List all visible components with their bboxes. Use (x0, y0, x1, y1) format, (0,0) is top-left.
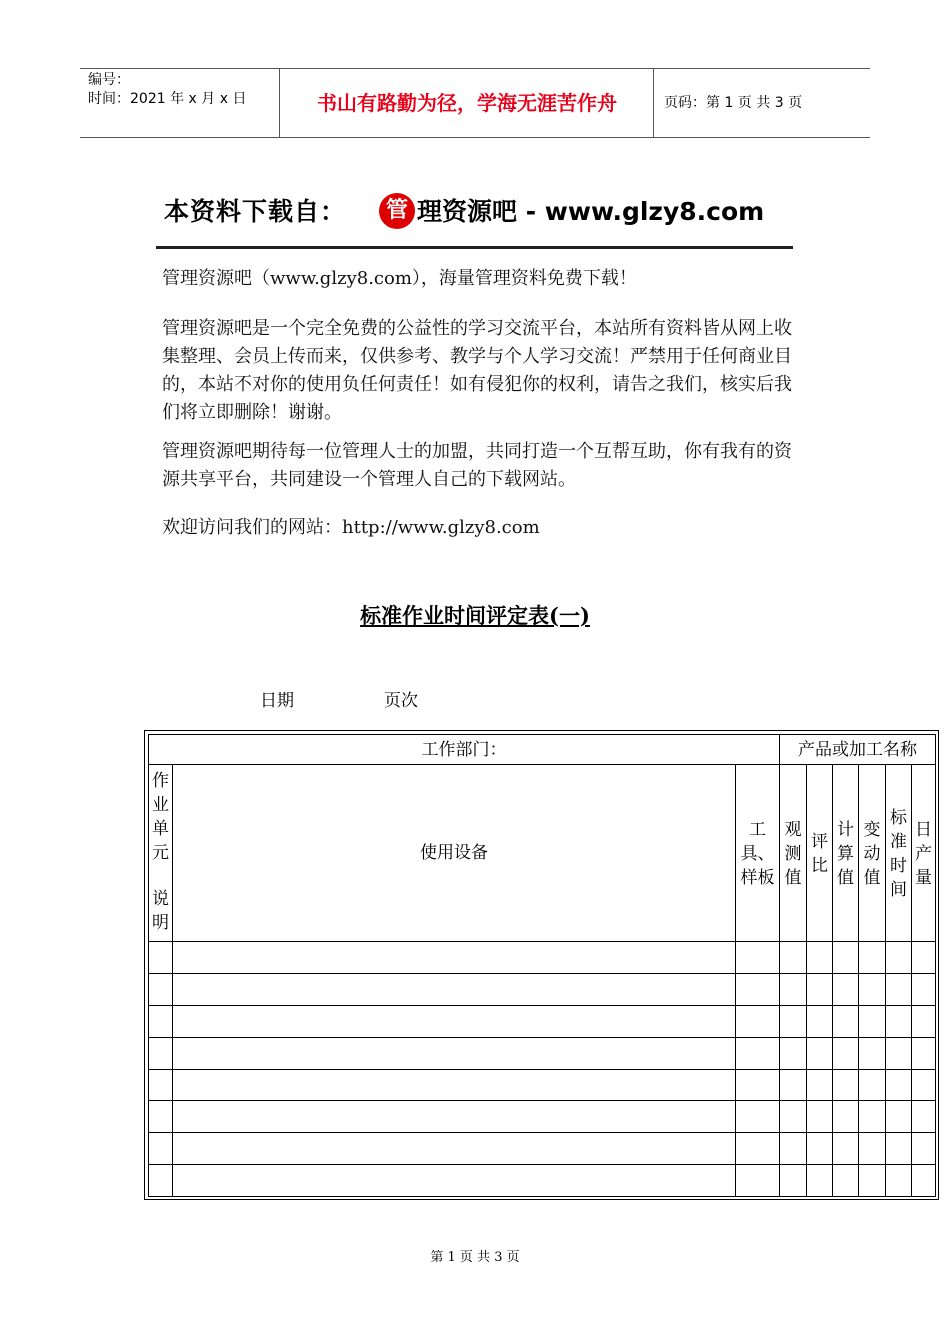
header-meta (80, 69, 280, 137)
col-observed-header (780, 818, 806, 890)
col-standard-text: 标准时间 (890, 808, 907, 900)
table-row-divider (148, 973, 936, 974)
product-label: 产品或加工名称 (798, 740, 917, 760)
form-title (0, 600, 950, 630)
table-row-divider (148, 1100, 936, 1101)
notice-paragraph-4: 欢迎访问我们的网站：http://www.glzy8.com (162, 517, 540, 538)
col-tools-text: 工具、样板 (740, 820, 775, 888)
dept-label: 工作部门： (421, 740, 507, 760)
col-unit-header (149, 769, 172, 935)
download-banner (160, 188, 800, 238)
col-desc-text: 说明 (152, 889, 169, 933)
col-unit-text: 作业单元 (152, 771, 169, 863)
table-row-divider (148, 1132, 936, 1133)
banner-divider (156, 246, 793, 249)
col-daily-text: 日产量 (915, 820, 932, 888)
logo-icon: 管 (379, 193, 415, 229)
notice-paragraph-1: 管理资源吧（www.glzy8.com），海量管理资料免费下载！ (162, 268, 637, 289)
col-calculated-text: 计算值 (837, 820, 854, 888)
header-bottom (148, 941, 936, 942)
document-header (80, 68, 870, 138)
inner-border-right (935, 734, 936, 1196)
inner-border-top (148, 734, 935, 735)
number-label: 编号： (88, 72, 130, 88)
col-rating-text: 评比 (811, 832, 828, 876)
inner-border-bottom (148, 1196, 936, 1197)
date-line: 时间：2021 年 x 月 x 日 (88, 91, 247, 107)
col-calculated-header (833, 818, 858, 890)
table-row-divider (148, 1069, 936, 1070)
col-variation-header (859, 818, 885, 890)
page-footer: 第 1 页 共 3 页 (430, 1250, 520, 1265)
notice-paragraph-3: 管理资源吧期待每一位管理人士的加盟，共同打造一个互帮互助，你有我有的资源共享平台，共同建设一个管理人自己的下载网站。 (162, 441, 792, 490)
table-row-divider (148, 1037, 936, 1038)
col-tools-header (736, 818, 779, 890)
notice-paragraph-2: 管理资源吧是一个完全免费的公益性的学习交流平台，本站所有资料皆从网上收集整理、会员上传而来，仅供参考、教学与个人学习交流！严禁用于任何商业目的，本站不对你的使用负任何责任！如有侵犯你的权利，请告之我们，核实后我们将立即删除！谢谢。 (162, 318, 792, 423)
banner-suffix: 理资源吧 - www.glzy8.com (417, 197, 765, 226)
col-observed-text: 观测值 (784, 820, 802, 888)
col-daily-header (912, 818, 935, 890)
table-row-divider (148, 1164, 936, 1165)
page-label: 页次 (384, 691, 418, 711)
date-label: 日期 (260, 691, 294, 711)
col-equipment-header: 使用设备 (420, 843, 488, 863)
banner-prefix: 本资料下载自： (164, 197, 347, 226)
col-rating-header (807, 830, 832, 878)
time-rating-table (144, 730, 939, 1200)
table-row-divider (148, 1005, 936, 1006)
col-standard-header (886, 806, 911, 902)
page-info: 页码：第 1 页 共 3 页 (664, 95, 803, 111)
form-title-text: 标准作业时间评定表(一) (360, 603, 590, 628)
col-variation-text: 变动值 (863, 820, 881, 888)
motto: 书山有路勤为径，学海无涯苦作舟 (281, 69, 654, 137)
col-unit-spacer (149, 865, 172, 887)
